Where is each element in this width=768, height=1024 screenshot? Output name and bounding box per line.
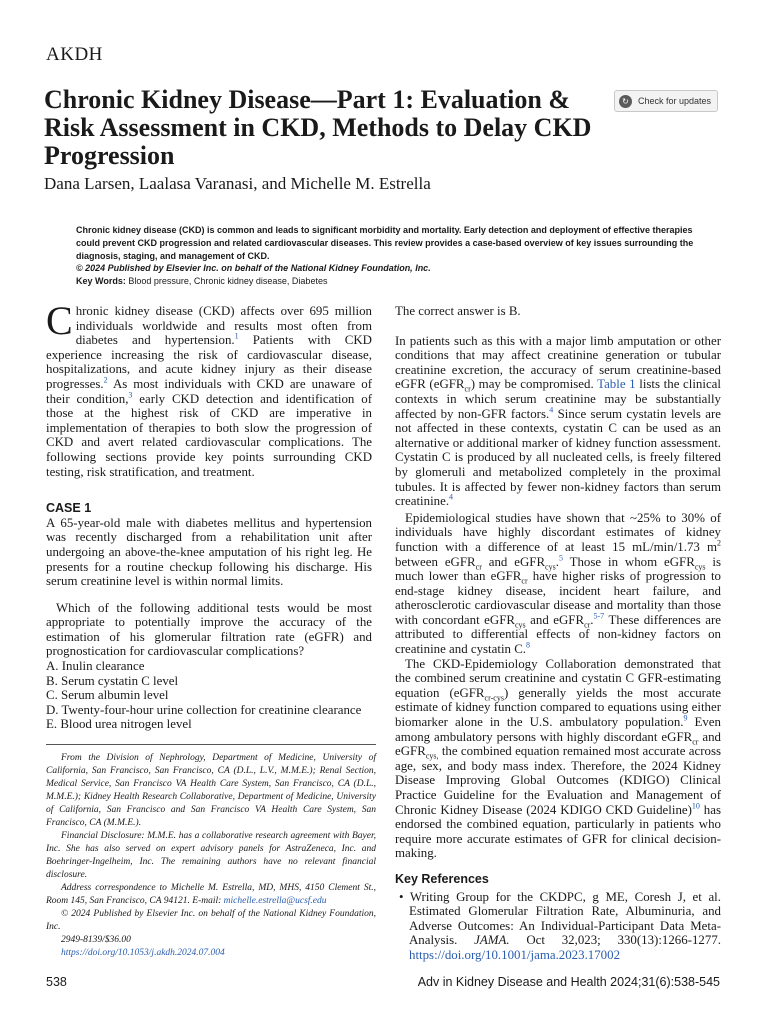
key-references <box>395 872 721 963</box>
case-question: Which of the following additional tests would be most appropriate to potentially improve the accuracy of the estimation of his glomerular filtration rate (eGFR) and prognostication for cardiovascular complications? <box>46 600 372 659</box>
left-column <box>46 298 372 732</box>
footnotes <box>46 752 376 960</box>
option-e: E. Blood urea nitrogen level <box>46 717 192 732</box>
ref-link[interactable]: 2 <box>103 375 108 385</box>
case-text: A 65-year-old male with diabetes mellitus and hypertension was recently discharged from a rehabilitation unit after undergoing an above-the-knee amputation of his right leg. He presents for a routine checkup following his discharge. His serum creatinine level is within normal limits. <box>46 515 372 589</box>
affiliations: From the Division of Nephrology, Department of Medicine, University of California, San Francisco, San Francisco, CA (D.L., L.V., M.M.E.); Renal Section, Medical Service, San Francisco VA Health Care System, San Francisco, CA (D.L., M.M.E.); Kidney Health Research Collaborative, Department of Medicine, University of California, San Francisco and San Francisco VA Health Care System, San Francisco, CA (M.M.E.). <box>46 753 376 828</box>
ref-link[interactable]: 1 <box>234 331 239 341</box>
bullet-icon: • <box>399 889 404 904</box>
option-b: B. Serum cystatin C level <box>46 673 179 688</box>
ref-link[interactable]: 8 <box>526 640 531 650</box>
key-references-list <box>395 890 721 963</box>
option-d: D. Twenty-four-hour urine collection for creatinine clearance <box>46 702 362 717</box>
option-c: C. Serum albumin level <box>46 688 169 703</box>
drop-cap: C <box>46 298 73 343</box>
ref-link[interactable]: 9 <box>683 713 688 723</box>
journal-name: AKDH <box>46 44 103 65</box>
ref-link[interactable]: 4 <box>549 405 554 415</box>
issn: 2949-8139/$36.00 <box>61 935 131 945</box>
ref-link[interactable]: 5 <box>558 553 563 563</box>
doi-link[interactable]: https://doi.org/10.1053/j.akdh.2024.07.004 <box>61 948 225 958</box>
check-for-updates-button[interactable] <box>614 90 718 112</box>
author-list: Dana Larsen, Laalasa Varanasi, and Michelle M. Estrella <box>44 174 431 193</box>
page-number: 538 <box>46 975 67 989</box>
option-a: A. Inulin clearance <box>46 659 145 674</box>
ref-link[interactable]: 10 <box>691 801 700 811</box>
epidemiology-paragraph: Epidemiological studies have shown that ~25% to 30% of individuals have highly discordant estimates of kidney function with a difference of at least 15 mL/min/1.73 $m^2$ between eGFR$_{cr}$ and eGFR$_{cys}$.$^5$ Those in whom eGFR$_{cys}$ is much lower than eGFR$_{cr}$ have higher risks of progression to end-stage kidney disease, incident heart failure, and atherosclerotic cardiovascular disease and mortality than those with concordant eGFR$_{cys}$ and eGFR$_{cr}$.$^{5-7}$ These differences are attributed to differential effects of non-kidney factors on creatinine and cystatin C.$^8$ <box>395 510 722 657</box>
table-link[interactable]: Table 1 <box>597 377 636 392</box>
refresh-icon: ↻ <box>619 95 632 108</box>
correspondence: Address correspondence to Michelle M. Estrella, MD, MHS, 4150 Clement St., Room 145, San Francisco, CA 94121. E-mail: michelle.estrella@ucsf.edu <box>46 883 376 906</box>
answer-line: The correct answer is B. <box>395 304 521 318</box>
intro-paragraph: Chronic kidney disease (CKD) affects over 695 million individuals worldwide and results most often from diabetes and hypertension.$^1$ Patients with CKD experience increasing the risk of cardiovascular disease, hospitalizations, and acute kidney injury as their disease progresses.$^2$ As most individuals with CKD are unaware of their condition,$^3$ early CKD detection and identification of those at the highest risk of CKD are imperative in implementation of therapies to both slow the progression of CKD and avert related cardiovascular complications. The following sections provide key points surrounding CKD testing, risk stratification, and treatment. <box>46 298 372 479</box>
footnote-divider <box>46 744 376 745</box>
check-updates-label: Check for updates <box>638 96 712 106</box>
ref-link[interactable]: 5-7 <box>593 611 605 621</box>
reference-item: • Writing Group for the CKDPC, g ME, Coresh J, et al. Estimated Glomerular Filtration Rate, Albuminuria, and Adverse Outcomes: An Individual-Participant Data Meta-Analysis. JAMA. Oct 32,023; 330(13):1266-1277. https://doi.org/10.1001/jama.2023.17002 <box>399 889 721 962</box>
abstract-text: Chronic kidney disease (CKD) is common and leads to significant morbidity and mortality. Early detection and deployment of effective therapies could prevent CKD progression and related cardiovascular diseases. This review provides a case-based overview of key issues surrounding the diagnosis, staging, and management of CKD. <box>76 225 694 261</box>
ref-link[interactable]: 4 <box>449 492 454 502</box>
keywords-values: Blood pressure, Chronic kidney disease, Diabetes <box>125 276 328 287</box>
keywords-label: Key Words: <box>76 276 126 287</box>
reference-doi-link[interactable]: https://doi.org/10.1001/jama.2023.17002 <box>409 947 621 962</box>
ckd-epi-paragraph: The CKD-Epidemiology Collaboration demonstrated that the combined serum creatinine and cystatin C GFR-estimating equation (eGFR$_{cr-cys}$) generally yields the most accurate estimate of kidney function compared to equations using either biomarker alone in the U.S. ambulatory population.$^9$ Even among ambulatory persons with highly discordant eGFR$_{cr}$ and eGFR$_{cys,}$ the combined equation remained most accurate across age, sex, and body mass index. Therefore, the 2024 Kidney Disease Improving Global Outcomes (KDIGO) Clinical Practice Guideline for the Evaluation and Management of Chronic Kidney Disease (2024 KDIGO CKD Guideline)$^{10}$ has endorsed the combined equation, particularly in patients who require more accurate estimates of GFR for clinical decision-making. <box>395 656 722 861</box>
right-column <box>395 304 721 861</box>
financial-disclosure: Financial Disclosure: M.M.E. has a collaborative research agreement with Bayer, Inc. She has also served on expert advisory panels for AstraZeneca, Inc. and Boehringer-Ingelheim, Inc. The remaining authors have no relevant financial disclosure. <box>46 831 376 880</box>
answer-options <box>46 659 372 732</box>
ref-link[interactable]: 3 <box>128 390 133 400</box>
abstract <box>76 224 704 288</box>
footnote-copyright: © 2024 Published by Elsevier Inc. on behalf of the National Kidney Foundation, Inc. <box>46 909 376 932</box>
abstract-copyright: © 2024 Published by Elsevier Inc. on behalf of the National Kidney Foundation, Inc. <box>76 263 431 274</box>
answer-explanation: In patients such as this with a major limb amputation or other conditions that may affect creatinine generation or tubular creatinine excretion, the accuracy of serum creatinine-based eGFR (eGFR$_{cr}$) may be compromised. Table 1 lists the clinical contexts in which serum creatinine may be substantially affected by non-GFR factors.$^4$ Since serum cystatin levels are not affected in these contexts, cystatin C can be used as an alternative or additional marker of kidney function assessment. Cystatin C is produced by all nucleated cells, is freely filtered by glomeruli and metabolized completely in the proximal tubules. It is affected by fewer non-kidney factors than serum creatinine.$^4$ <box>395 333 722 509</box>
keywords-line <box>76 275 704 288</box>
case-heading: CASE 1 <box>46 501 92 516</box>
journal-citation: Adv in Kidney Disease and Health 2024;31(6):538-545 <box>417 975 720 989</box>
email-link[interactable]: michelle.estrella@ucsf.edu <box>223 896 327 906</box>
key-references-heading: Key References <box>395 872 489 886</box>
article-title: Chronic Kidney Disease—Part 1: Evaluation & Risk Assessment in CKD, Methods to Delay CKD Progression <box>44 85 592 170</box>
